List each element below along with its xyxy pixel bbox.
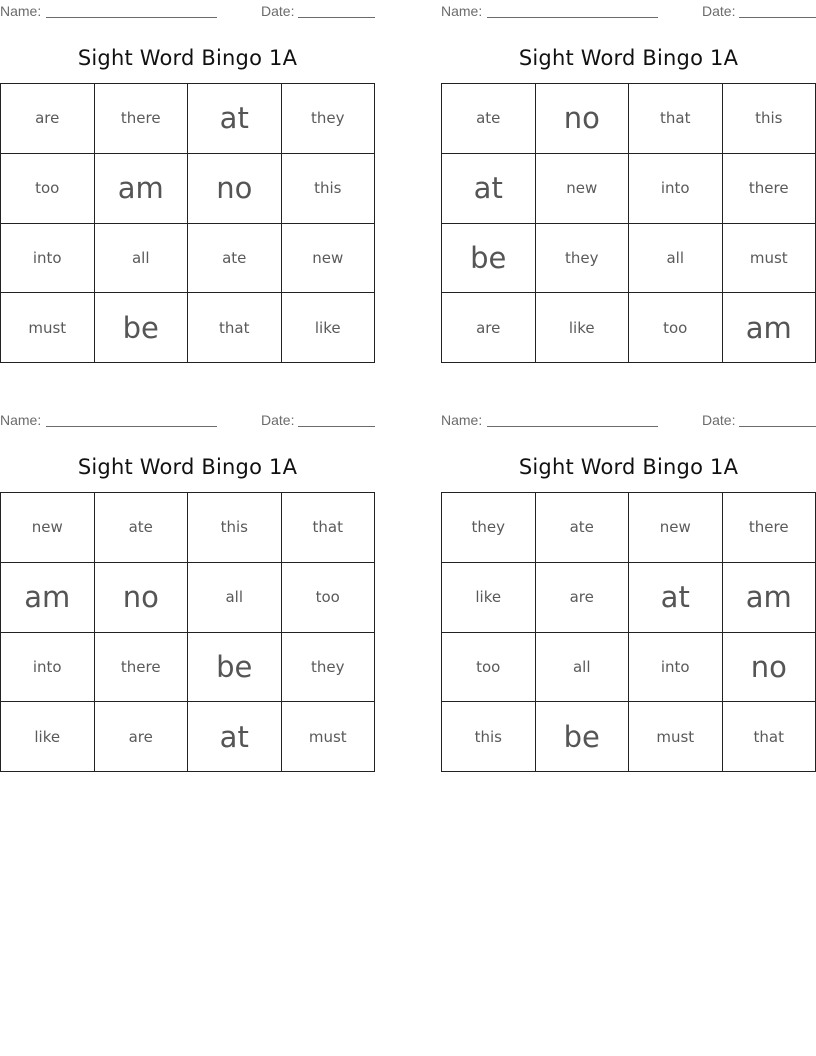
card-title: Sight Word Bingo 1A xyxy=(518,455,739,479)
date-line xyxy=(739,426,816,427)
bingo-card-2 xyxy=(441,0,816,345)
bingo-cell: ate xyxy=(442,84,536,154)
bingo-grid xyxy=(441,492,816,772)
card-header xyxy=(441,0,816,22)
bingo-grid xyxy=(0,492,375,772)
bingo-cell: are xyxy=(1,84,95,154)
bingo-cell: like xyxy=(1,702,95,772)
bingo-cell: like xyxy=(536,293,630,363)
bingo-cell: no xyxy=(188,154,282,224)
bingo-cell: no xyxy=(723,633,816,703)
bingo-card-4 xyxy=(441,409,816,754)
bingo-cell: like xyxy=(282,293,376,363)
name-label: Name: xyxy=(0,3,42,19)
bingo-cell: ate xyxy=(536,493,630,563)
bingo-cell: into xyxy=(1,633,95,703)
date-label: Date: xyxy=(702,412,736,428)
bingo-card-3 xyxy=(0,409,375,754)
bingo-cell: am xyxy=(95,154,189,224)
bingo-cell: must xyxy=(629,702,723,772)
bingo-cell: at xyxy=(442,154,536,224)
bingo-cell: they xyxy=(442,493,536,563)
bingo-cell: into xyxy=(629,154,723,224)
bingo-cell: no xyxy=(536,84,630,154)
bingo-cell: all xyxy=(629,224,723,294)
card-title: Sight Word Bingo 1A xyxy=(518,46,739,70)
bingo-cell: at xyxy=(629,563,723,633)
bingo-cell: they xyxy=(282,633,376,703)
bingo-cell: like xyxy=(442,563,536,633)
bingo-grid xyxy=(0,83,375,363)
bingo-grid xyxy=(441,83,816,363)
bingo-cell: into xyxy=(1,224,95,294)
bingo-cell: new xyxy=(536,154,630,224)
bingo-cell: they xyxy=(282,84,376,154)
bingo-cell: new xyxy=(629,493,723,563)
bingo-cell: they xyxy=(536,224,630,294)
card-title: Sight Word Bingo 1A xyxy=(77,455,298,479)
bingo-cell: that xyxy=(282,493,376,563)
bingo-cell: are xyxy=(536,563,630,633)
name-label: Name: xyxy=(441,412,483,428)
bingo-cell: at xyxy=(188,84,282,154)
card-title: Sight Word Bingo 1A xyxy=(77,46,298,70)
bingo-cell: all xyxy=(536,633,630,703)
bingo-cell: be xyxy=(95,293,189,363)
bingo-cell: ate xyxy=(95,493,189,563)
bingo-cell: are xyxy=(442,293,536,363)
bingo-cell: that xyxy=(629,84,723,154)
bingo-cell: ate xyxy=(188,224,282,294)
bingo-cell: new xyxy=(282,224,376,294)
bingo-cell: that xyxy=(723,702,816,772)
name-line xyxy=(46,17,217,18)
bingo-cell: too xyxy=(1,154,95,224)
date-label: Date: xyxy=(702,3,736,19)
name-line xyxy=(487,426,658,427)
bingo-cell: this xyxy=(282,154,376,224)
bingo-cell: be xyxy=(188,633,282,703)
bingo-cell: be xyxy=(536,702,630,772)
date-line xyxy=(298,17,375,18)
bingo-cell: too xyxy=(282,563,376,633)
card-header xyxy=(0,409,375,431)
name-label: Name: xyxy=(441,3,483,19)
bingo-cell: into xyxy=(629,633,723,703)
bingo-cell: this xyxy=(188,493,282,563)
bingo-cell: this xyxy=(442,702,536,772)
date-label: Date: xyxy=(261,3,295,19)
date-line xyxy=(298,426,375,427)
bingo-cell: are xyxy=(95,702,189,772)
date-label: Date: xyxy=(261,412,295,428)
bingo-cell: am xyxy=(723,293,816,363)
bingo-cell: at xyxy=(188,702,282,772)
name-label: Name: xyxy=(0,412,42,428)
bingo-cell: there xyxy=(95,84,189,154)
bingo-cell: be xyxy=(442,224,536,294)
bingo-cell: must xyxy=(723,224,816,294)
bingo-cell: no xyxy=(95,563,189,633)
bingo-cell: am xyxy=(723,563,816,633)
bingo-card-1 xyxy=(0,0,375,345)
bingo-cell: this xyxy=(723,84,816,154)
bingo-cell: all xyxy=(188,563,282,633)
bingo-cell: too xyxy=(629,293,723,363)
bingo-cell: there xyxy=(95,633,189,703)
bingo-cell: too xyxy=(442,633,536,703)
bingo-cell: must xyxy=(1,293,95,363)
bingo-cell: there xyxy=(723,154,816,224)
bingo-cell: am xyxy=(1,563,95,633)
bingo-cell: must xyxy=(282,702,376,772)
name-line xyxy=(46,426,217,427)
bingo-cell: new xyxy=(1,493,95,563)
bingo-cell: that xyxy=(188,293,282,363)
name-line xyxy=(487,17,658,18)
card-header xyxy=(0,0,375,22)
card-header xyxy=(441,409,816,431)
bingo-cell: all xyxy=(95,224,189,294)
bingo-cell: there xyxy=(723,493,816,563)
date-line xyxy=(739,17,816,18)
